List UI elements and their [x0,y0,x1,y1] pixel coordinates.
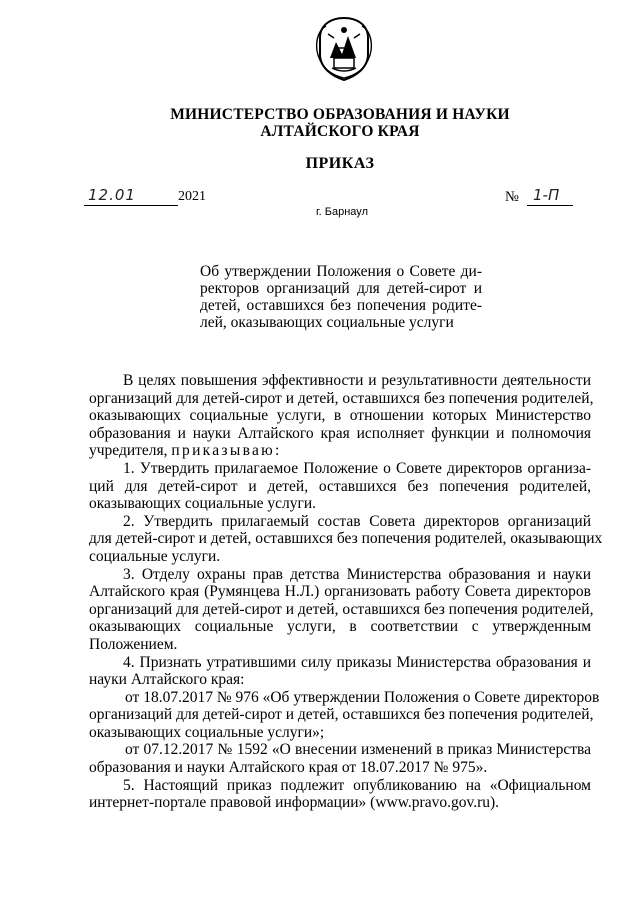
order-year: 2021 [178,189,206,204]
body-line: Положением. [89,635,178,653]
body-line: организаций для детей-сирот и детей, оставшихся без попечения родителей, [89,600,594,618]
date-underline [84,205,178,206]
body-line: образования и науки Алтайского края от 18.07.2017 № 975». [89,759,488,777]
body-line: для детей-сирот и детей, оставшихся без попечения родителей, оказывающих [89,530,603,548]
ministry-name-line-1: МИНИСТЕРСТВО ОБРАЗОВАНИЯ И НАУКИ [170,106,510,123]
subject-line: детей, оставшихся без попечения родите- [200,297,482,314]
body-line: организаций для детей-сирот и детей, оставшихся без попечения родителей, [89,389,594,407]
body-text: учредителя, [89,442,168,460]
handwritten-number: 1-П [533,186,560,204]
number-sign: № [505,189,519,205]
body-line: науки Алтайского края: [89,671,245,689]
body-line: интернет-портале правовой информации» (www.pravo.gov.ru). [89,794,500,812]
subject-line: ректоров организаций для детей-сирот и [200,280,482,297]
body-line: организаций для детей-сирот и детей, оставшихся без попечения родителей, [89,706,594,724]
subject-line: Об утверждении Положения о Совете ди- [200,263,482,280]
order-subject [200,263,482,331]
body-line: 5. Настоящий приказ подлежит опубликованию на «Официальном [123,776,591,794]
order-body [89,372,603,812]
order-verb-spaced: приказываю: [171,442,282,460]
number-underline [527,205,573,206]
ministry-name-line-2: АЛТАЙСКОГО КРАЯ [260,123,420,140]
body-line: В целях повышения эффективности и результативности деятельности [123,372,591,389]
body-line: от 18.07.2017 № 976 «Об утверждении Положения о Совете директоров [125,688,600,706]
body-line: Алтайского края (Румянцева Н.Л.) организовать работу Совета директоров [89,583,591,601]
body-line: оказывающих социальные услуги»; [89,723,325,741]
body-line: 3. Отделу охраны прав детства Министерства образования и науки [123,565,591,583]
body-line: оказывающих социальные услуги, в соответствии с утвержденным [89,618,591,636]
body-line: от 07.12.2017 № 1592 «О внесении изменений в приказ Министерства [125,741,591,759]
body-line: оказывающих социальные услуги. [89,495,317,513]
coat-of-arms-emblem [312,14,376,82]
body-line: социальные услуги. [89,547,221,565]
body-line: 4. Признать утратившими силу приказы Министерства образования и [123,653,591,671]
body-line: 2. Утвердить прилагаемый состав Совета директоров организаций [123,512,591,530]
document-type-title: ПРИКАЗ [305,155,375,172]
body-line: ций для детей-сирот и детей, оставшихся без попечения родителей, [89,477,591,495]
city-label: г. Барнаул [316,206,368,218]
body-line [89,442,591,460]
body-line: оказывающих социальные услуги, в отношении которых Министерство [89,407,591,425]
subject-line: лей, оказывающих социальные услуги [200,314,454,331]
body-line: 1. Утвердить прилагаемое Положение о Совете директоров организа- [123,459,591,477]
body-line: образования и науки Алтайского края исполняет функции и полномочия [89,424,591,442]
handwritten-date: 12.01 [88,186,136,204]
